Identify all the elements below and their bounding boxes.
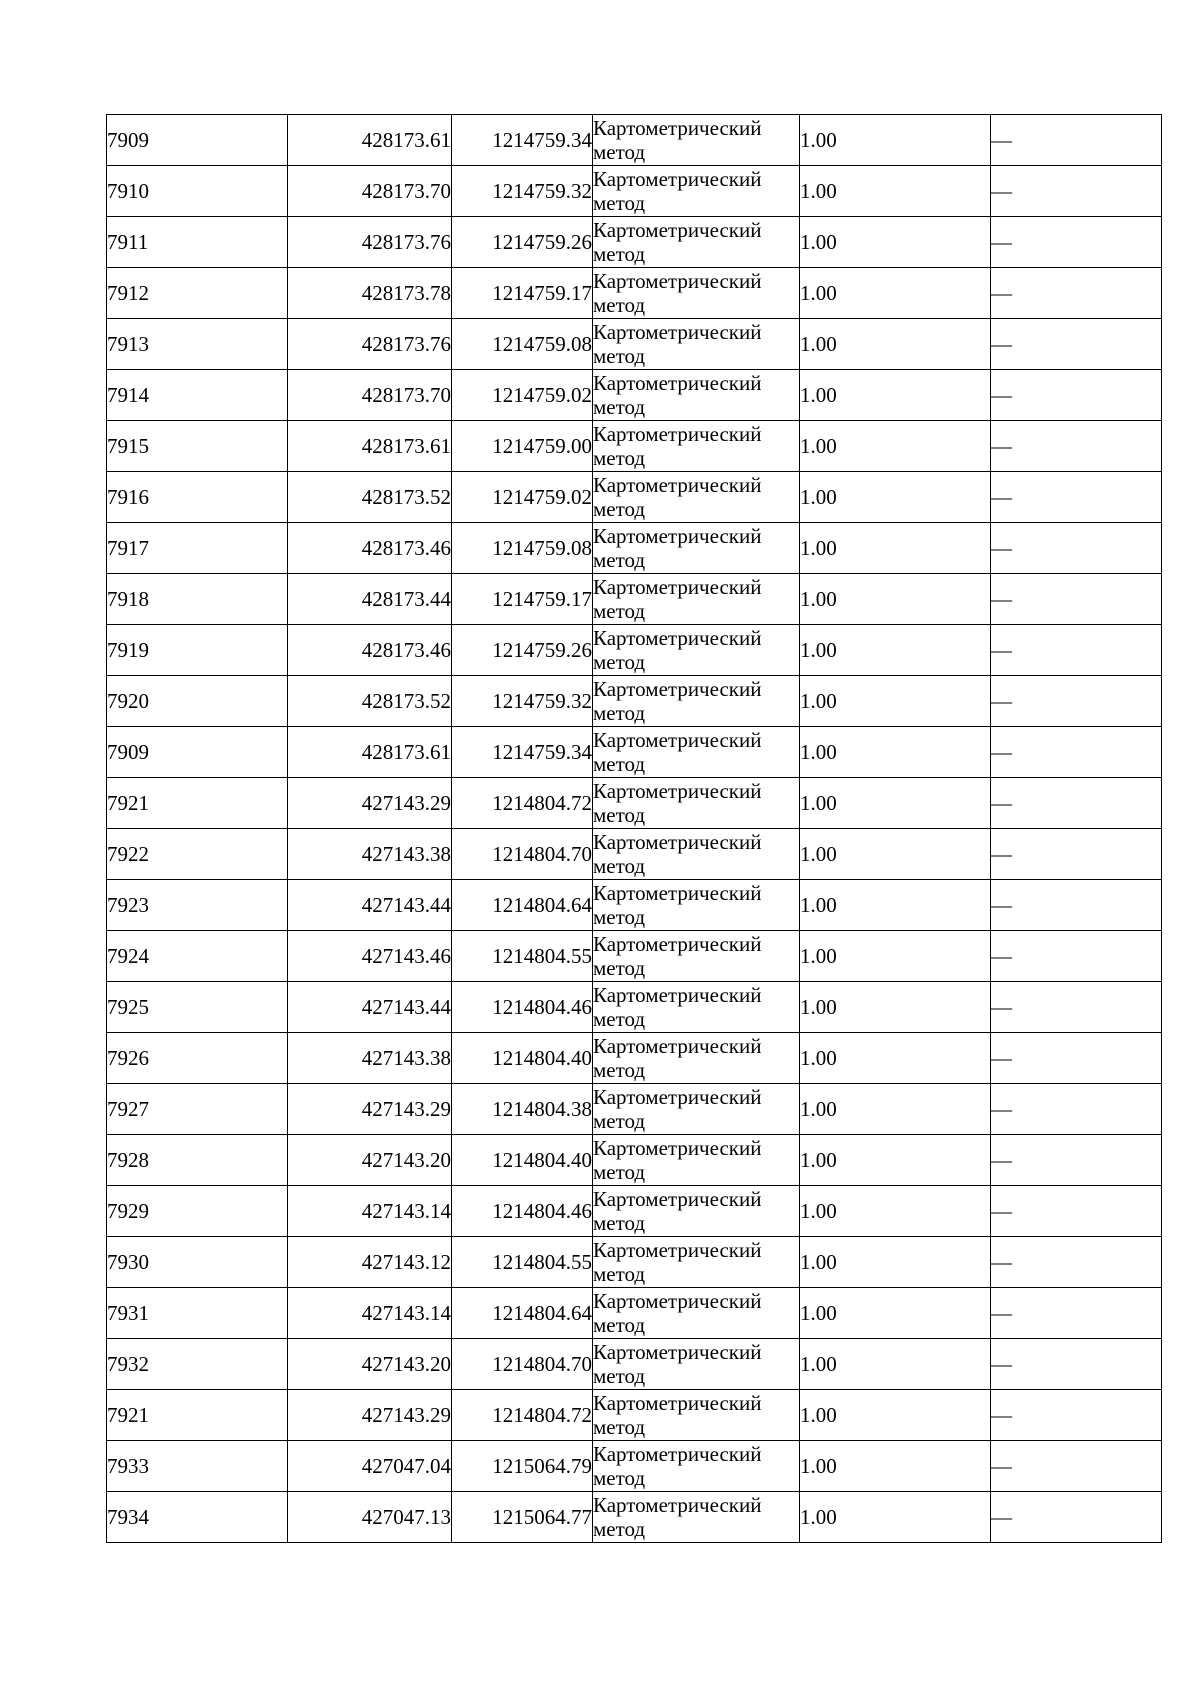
method-line-1: Картометрический	[593, 269, 762, 293]
table-row	[107, 421, 1162, 472]
method-line-2: метод	[593, 140, 646, 164]
point-number-cell: 7924	[107, 931, 288, 982]
x-coordinate-cell: 428173.76	[288, 319, 452, 370]
method-line-1: Картометрический	[593, 167, 762, 191]
x-coordinate-cell: 427143.29	[288, 778, 452, 829]
precision-cell: 1.00	[800, 1033, 991, 1084]
method-line-2: метод	[593, 803, 646, 827]
method-line-1: Картометрический	[593, 1391, 762, 1415]
description-cell: —	[991, 1033, 1162, 1084]
x-coordinate-cell: 427047.13	[288, 1492, 452, 1543]
method-cell	[593, 982, 800, 1033]
y-coordinate-cell: 1214759.08	[452, 319, 593, 370]
method-line-1: Картометрический	[593, 1136, 762, 1160]
x-coordinate-cell: 428173.78	[288, 268, 452, 319]
point-number-cell: 7932	[107, 1339, 288, 1390]
method-line-1: Картометрический	[593, 728, 762, 752]
precision-cell: 1.00	[800, 166, 991, 217]
y-coordinate-cell: 1214759.26	[452, 217, 593, 268]
method-cell	[593, 880, 800, 931]
method-line-2: метод	[593, 956, 646, 980]
table-row	[107, 268, 1162, 319]
y-coordinate-cell: 1214759.02	[452, 370, 593, 421]
precision-cell: 1.00	[800, 1492, 991, 1543]
x-coordinate-cell: 428173.44	[288, 574, 452, 625]
method-line-1: Картометрический	[593, 524, 762, 548]
point-number-cell: 7911	[107, 217, 288, 268]
point-number-cell: 7923	[107, 880, 288, 931]
description-cell: —	[991, 1492, 1162, 1543]
method-cell	[593, 1492, 800, 1543]
x-coordinate-cell: 427143.20	[288, 1135, 452, 1186]
table-row	[107, 1288, 1162, 1339]
precision-cell: 1.00	[800, 982, 991, 1033]
method-line-2: метод	[593, 752, 646, 776]
y-coordinate-cell: 1214759.02	[452, 472, 593, 523]
precision-cell: 1.00	[800, 115, 991, 166]
point-number-cell: 7927	[107, 1084, 288, 1135]
y-coordinate-cell: 1214759.32	[452, 676, 593, 727]
method-line-2: метод	[593, 446, 646, 470]
method-line-1: Картометрический	[593, 320, 762, 344]
method-cell	[593, 1441, 800, 1492]
y-coordinate-cell: 1214759.17	[452, 268, 593, 319]
description-cell: —	[991, 472, 1162, 523]
point-number-cell: 7922	[107, 829, 288, 880]
table-row	[107, 1441, 1162, 1492]
method-line-2: метод	[593, 293, 646, 317]
precision-cell: 1.00	[800, 1288, 991, 1339]
table-row	[107, 166, 1162, 217]
x-coordinate-cell: 427143.38	[288, 1033, 452, 1084]
point-number-cell: 7919	[107, 625, 288, 676]
table-row	[107, 574, 1162, 625]
table-row	[107, 625, 1162, 676]
precision-cell: 1.00	[800, 1237, 991, 1288]
method-line-2: метод	[593, 650, 646, 674]
description-cell: —	[991, 1135, 1162, 1186]
method-cell	[593, 523, 800, 574]
point-number-cell: 7928	[107, 1135, 288, 1186]
description-cell: —	[991, 319, 1162, 370]
method-line-2: метод	[593, 1007, 646, 1031]
precision-cell: 1.00	[800, 370, 991, 421]
y-coordinate-cell: 1214759.34	[452, 727, 593, 778]
method-line-2: метод	[593, 497, 646, 521]
description-cell: —	[991, 1390, 1162, 1441]
x-coordinate-cell: 427143.44	[288, 880, 452, 931]
precision-cell: 1.00	[800, 829, 991, 880]
description-cell: —	[991, 166, 1162, 217]
precision-cell: 1.00	[800, 1441, 991, 1492]
table-row	[107, 880, 1162, 931]
method-cell	[593, 1390, 800, 1441]
x-coordinate-cell: 428173.46	[288, 523, 452, 574]
method-cell	[593, 217, 800, 268]
description-cell: —	[991, 370, 1162, 421]
method-line-2: метод	[593, 1364, 646, 1388]
y-coordinate-cell: 1214759.26	[452, 625, 593, 676]
method-line-2: метод	[593, 1415, 646, 1439]
precision-cell: 1.00	[800, 268, 991, 319]
description-cell: —	[991, 1288, 1162, 1339]
description-cell: —	[991, 421, 1162, 472]
point-number-cell: 7930	[107, 1237, 288, 1288]
method-cell	[593, 574, 800, 625]
method-line-1: Картометрический	[593, 1187, 762, 1211]
method-line-1: Картометрический	[593, 575, 762, 599]
description-cell: —	[991, 931, 1162, 982]
x-coordinate-cell: 428173.52	[288, 472, 452, 523]
method-cell	[593, 1135, 800, 1186]
description-cell: —	[991, 523, 1162, 574]
x-coordinate-cell: 428173.61	[288, 727, 452, 778]
method-line-2: метод	[593, 854, 646, 878]
y-coordinate-cell: 1214804.55	[452, 931, 593, 982]
point-number-cell: 7909	[107, 727, 288, 778]
x-coordinate-cell: 428173.52	[288, 676, 452, 727]
method-line-1: Картометрический	[593, 779, 762, 803]
table-row	[107, 778, 1162, 829]
point-number-cell: 7926	[107, 1033, 288, 1084]
description-cell: —	[991, 676, 1162, 727]
description-cell: —	[991, 268, 1162, 319]
method-cell	[593, 727, 800, 778]
precision-cell: 1.00	[800, 1186, 991, 1237]
point-number-cell: 7921	[107, 1390, 288, 1441]
coordinates-table-body	[107, 115, 1162, 1543]
method-cell	[593, 370, 800, 421]
method-line-1: Картометрический	[593, 881, 762, 905]
precision-cell: 1.00	[800, 574, 991, 625]
method-cell	[593, 1339, 800, 1390]
y-coordinate-cell: 1214759.00	[452, 421, 593, 472]
table-row	[107, 1186, 1162, 1237]
x-coordinate-cell: 427143.29	[288, 1084, 452, 1135]
method-line-1: Картометрический	[593, 116, 762, 140]
method-cell	[593, 268, 800, 319]
description-cell: —	[991, 1441, 1162, 1492]
method-line-2: метод	[593, 599, 646, 623]
y-coordinate-cell: 1214804.64	[452, 1288, 593, 1339]
method-line-1: Картометрический	[593, 830, 762, 854]
y-coordinate-cell: 1214804.40	[452, 1135, 593, 1186]
precision-cell: 1.00	[800, 778, 991, 829]
description-cell: —	[991, 1186, 1162, 1237]
x-coordinate-cell: 428173.70	[288, 370, 452, 421]
method-cell	[593, 1237, 800, 1288]
y-coordinate-cell: 1215064.77	[452, 1492, 593, 1543]
description-cell: —	[991, 829, 1162, 880]
point-number-cell: 7914	[107, 370, 288, 421]
table-row	[107, 1135, 1162, 1186]
x-coordinate-cell: 427143.12	[288, 1237, 452, 1288]
x-coordinate-cell: 427143.44	[288, 982, 452, 1033]
method-line-2: метод	[593, 701, 646, 725]
x-coordinate-cell: 427143.20	[288, 1339, 452, 1390]
method-line-1: Картометрический	[593, 371, 762, 395]
table-row	[107, 1033, 1162, 1084]
precision-cell: 1.00	[800, 931, 991, 982]
table-row	[107, 319, 1162, 370]
method-line-2: метод	[593, 344, 646, 368]
x-coordinate-cell: 428173.61	[288, 421, 452, 472]
method-line-2: метод	[593, 905, 646, 929]
method-line-1: Картометрический	[593, 1034, 762, 1058]
method-line-1: Картометрический	[593, 626, 762, 650]
x-coordinate-cell: 427143.38	[288, 829, 452, 880]
method-line-2: метод	[593, 548, 646, 572]
precision-cell: 1.00	[800, 676, 991, 727]
x-coordinate-cell: 427047.04	[288, 1441, 452, 1492]
description-cell: —	[991, 982, 1162, 1033]
method-line-1: Картометрический	[593, 677, 762, 701]
table-row	[107, 370, 1162, 421]
y-coordinate-cell: 1214804.46	[452, 1186, 593, 1237]
x-coordinate-cell: 427143.14	[288, 1288, 452, 1339]
description-cell: —	[991, 574, 1162, 625]
point-number-cell: 7921	[107, 778, 288, 829]
method-line-2: метод	[593, 1466, 646, 1490]
method-line-2: метод	[593, 1313, 646, 1337]
point-number-cell: 7925	[107, 982, 288, 1033]
y-coordinate-cell: 1214759.32	[452, 166, 593, 217]
y-coordinate-cell: 1214759.08	[452, 523, 593, 574]
description-cell: —	[991, 727, 1162, 778]
method-cell	[593, 319, 800, 370]
description-cell: —	[991, 1237, 1162, 1288]
method-cell	[593, 1033, 800, 1084]
method-line-1: Картометрический	[593, 422, 762, 446]
method-cell	[593, 1288, 800, 1339]
method-line-2: метод	[593, 1211, 646, 1235]
description-cell: —	[991, 1339, 1162, 1390]
method-cell	[593, 166, 800, 217]
precision-cell: 1.00	[800, 523, 991, 574]
method-line-1: Картометрический	[593, 1493, 762, 1517]
point-number-cell: 7929	[107, 1186, 288, 1237]
y-coordinate-cell: 1214804.46	[452, 982, 593, 1033]
method-cell	[593, 676, 800, 727]
description-cell: —	[991, 778, 1162, 829]
description-cell: —	[991, 625, 1162, 676]
method-line-1: Картометрический	[593, 1442, 762, 1466]
method-line-2: метод	[593, 1262, 646, 1286]
point-number-cell: 7918	[107, 574, 288, 625]
y-coordinate-cell: 1215064.79	[452, 1441, 593, 1492]
method-cell	[593, 1186, 800, 1237]
precision-cell: 1.00	[800, 1084, 991, 1135]
point-number-cell: 7913	[107, 319, 288, 370]
method-line-1: Картометрический	[593, 932, 762, 956]
precision-cell: 1.00	[800, 880, 991, 931]
point-number-cell: 7915	[107, 421, 288, 472]
x-coordinate-cell: 427143.14	[288, 1186, 452, 1237]
table-row	[107, 676, 1162, 727]
x-coordinate-cell: 428173.61	[288, 115, 452, 166]
method-line-2: метод	[593, 242, 646, 266]
precision-cell: 1.00	[800, 217, 991, 268]
table-row	[107, 1237, 1162, 1288]
precision-cell: 1.00	[800, 1390, 991, 1441]
x-coordinate-cell: 427143.46	[288, 931, 452, 982]
table-row	[107, 115, 1162, 166]
point-number-cell: 7910	[107, 166, 288, 217]
table-row	[107, 523, 1162, 574]
table-row	[107, 1339, 1162, 1390]
description-cell: —	[991, 217, 1162, 268]
method-cell	[593, 115, 800, 166]
y-coordinate-cell: 1214804.64	[452, 880, 593, 931]
method-line-1: Картометрический	[593, 1289, 762, 1313]
method-line-1: Картометрический	[593, 1085, 762, 1109]
precision-cell: 1.00	[800, 1339, 991, 1390]
method-cell	[593, 931, 800, 982]
x-coordinate-cell: 427143.29	[288, 1390, 452, 1441]
coordinates-table	[106, 114, 1162, 1543]
method-line-2: метод	[593, 1517, 646, 1541]
table-row	[107, 727, 1162, 778]
precision-cell: 1.00	[800, 727, 991, 778]
method-line-2: метод	[593, 1058, 646, 1082]
description-cell: —	[991, 880, 1162, 931]
method-cell	[593, 421, 800, 472]
y-coordinate-cell: 1214804.38	[452, 1084, 593, 1135]
point-number-cell: 7909	[107, 115, 288, 166]
x-coordinate-cell: 428173.46	[288, 625, 452, 676]
method-line-2: метод	[593, 395, 646, 419]
point-number-cell: 7933	[107, 1441, 288, 1492]
method-cell	[593, 625, 800, 676]
precision-cell: 1.00	[800, 625, 991, 676]
method-cell	[593, 829, 800, 880]
point-number-cell: 7912	[107, 268, 288, 319]
table-row	[107, 472, 1162, 523]
y-coordinate-cell: 1214804.70	[452, 829, 593, 880]
method-line-1: Картометрический	[593, 473, 762, 497]
y-coordinate-cell: 1214759.17	[452, 574, 593, 625]
table-row	[107, 1390, 1162, 1441]
table-row	[107, 1084, 1162, 1135]
point-number-cell: 7917	[107, 523, 288, 574]
y-coordinate-cell: 1214759.34	[452, 115, 593, 166]
method-line-1: Картометрический	[593, 218, 762, 242]
precision-cell: 1.00	[800, 1135, 991, 1186]
table-row	[107, 217, 1162, 268]
y-coordinate-cell: 1214804.40	[452, 1033, 593, 1084]
description-cell: —	[991, 115, 1162, 166]
precision-cell: 1.00	[800, 421, 991, 472]
method-cell	[593, 778, 800, 829]
table-row	[107, 982, 1162, 1033]
x-coordinate-cell: 428173.76	[288, 217, 452, 268]
x-coordinate-cell: 428173.70	[288, 166, 452, 217]
y-coordinate-cell: 1214804.72	[452, 1390, 593, 1441]
point-number-cell: 7920	[107, 676, 288, 727]
table-row	[107, 931, 1162, 982]
method-line-2: метод	[593, 191, 646, 215]
precision-cell: 1.00	[800, 319, 991, 370]
method-line-1: Картометрический	[593, 1340, 762, 1364]
point-number-cell: 7916	[107, 472, 288, 523]
method-cell	[593, 1084, 800, 1135]
y-coordinate-cell: 1214804.70	[452, 1339, 593, 1390]
point-number-cell: 7931	[107, 1288, 288, 1339]
description-cell: —	[991, 1084, 1162, 1135]
table-row	[107, 1492, 1162, 1543]
y-coordinate-cell: 1214804.72	[452, 778, 593, 829]
table-row	[107, 829, 1162, 880]
method-line-1: Картометрический	[593, 1238, 762, 1262]
y-coordinate-cell: 1214804.55	[452, 1237, 593, 1288]
method-line-1: Картометрический	[593, 983, 762, 1007]
precision-cell: 1.00	[800, 472, 991, 523]
method-line-2: метод	[593, 1160, 646, 1184]
method-cell	[593, 472, 800, 523]
point-number-cell: 7934	[107, 1492, 288, 1543]
method-line-2: метод	[593, 1109, 646, 1133]
